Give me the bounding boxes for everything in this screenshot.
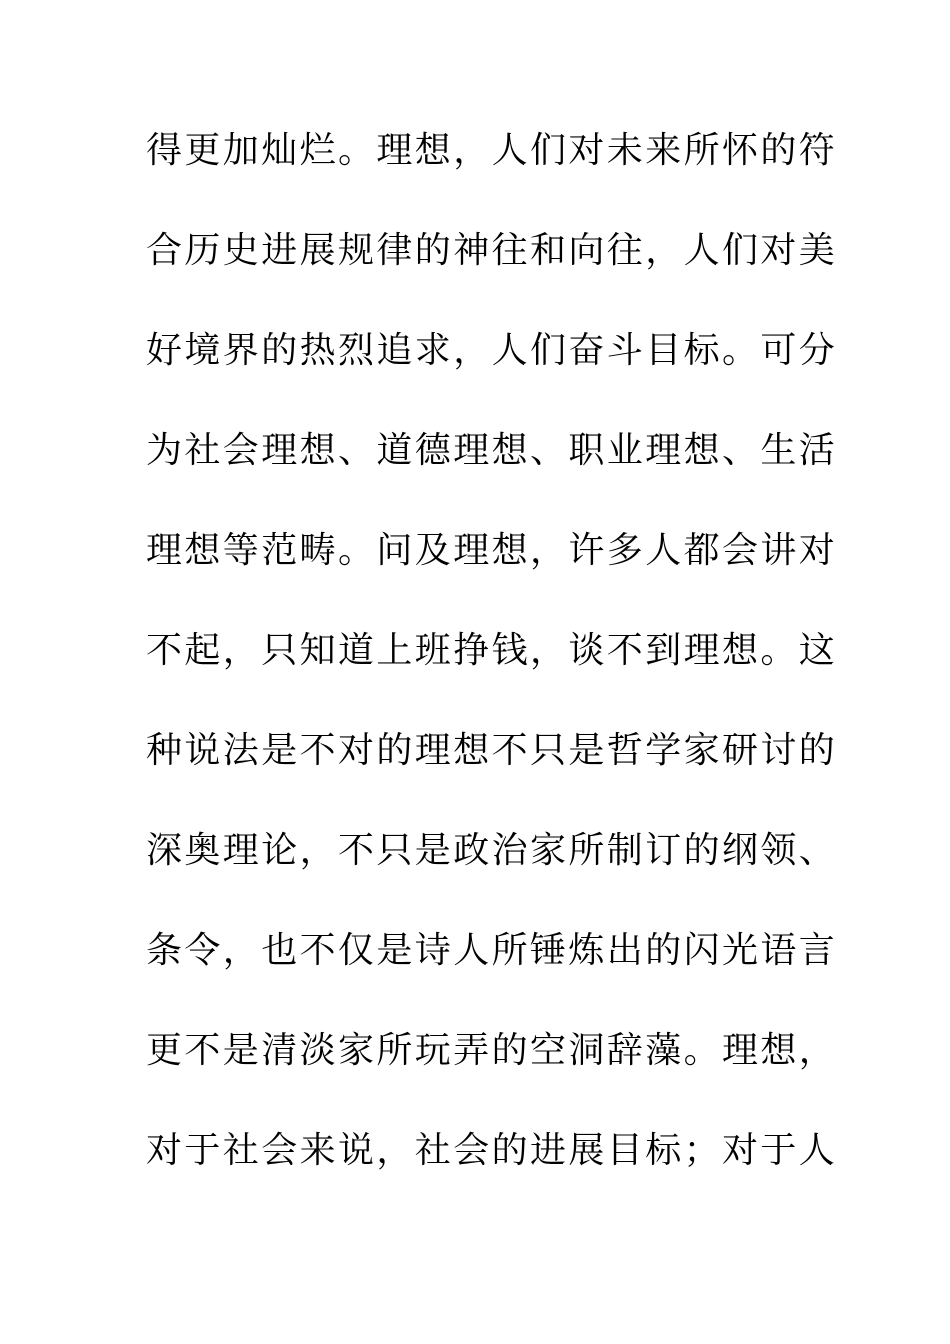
text-line: 为社会理想、道德理想、职业理想、生活	[146, 430, 838, 471]
text-line: 得更加灿烂。理想，人们对未来所怀的符	[146, 130, 838, 171]
text-line: 好境界的热烈追求，人们奋斗目标。可分	[146, 330, 838, 371]
body-text	[146, 125, 838, 1225]
text-line: 对于社会来说，社会的进展目标；对于人	[146, 1130, 838, 1171]
text-line: 合历史进展规律的神往和向往，人们对美	[146, 230, 838, 271]
text-line: 理想等范畴。问及理想，许多人都会讲对	[146, 530, 838, 571]
text-line: 不起，只知道上班挣钱，谈不到理想。这	[146, 630, 838, 671]
text-line: 深奥理论，不只是政治家所制订的纲领、	[146, 830, 838, 871]
text-line: 更不是清淡家所玩弄的空洞辞藻。理想，	[146, 1030, 838, 1071]
text-line: 条令，也不仅是诗人所锤炼出的闪光语言	[146, 930, 838, 971]
text-line: 种说法是不对的理想不只是哲学家研讨的	[146, 730, 838, 771]
